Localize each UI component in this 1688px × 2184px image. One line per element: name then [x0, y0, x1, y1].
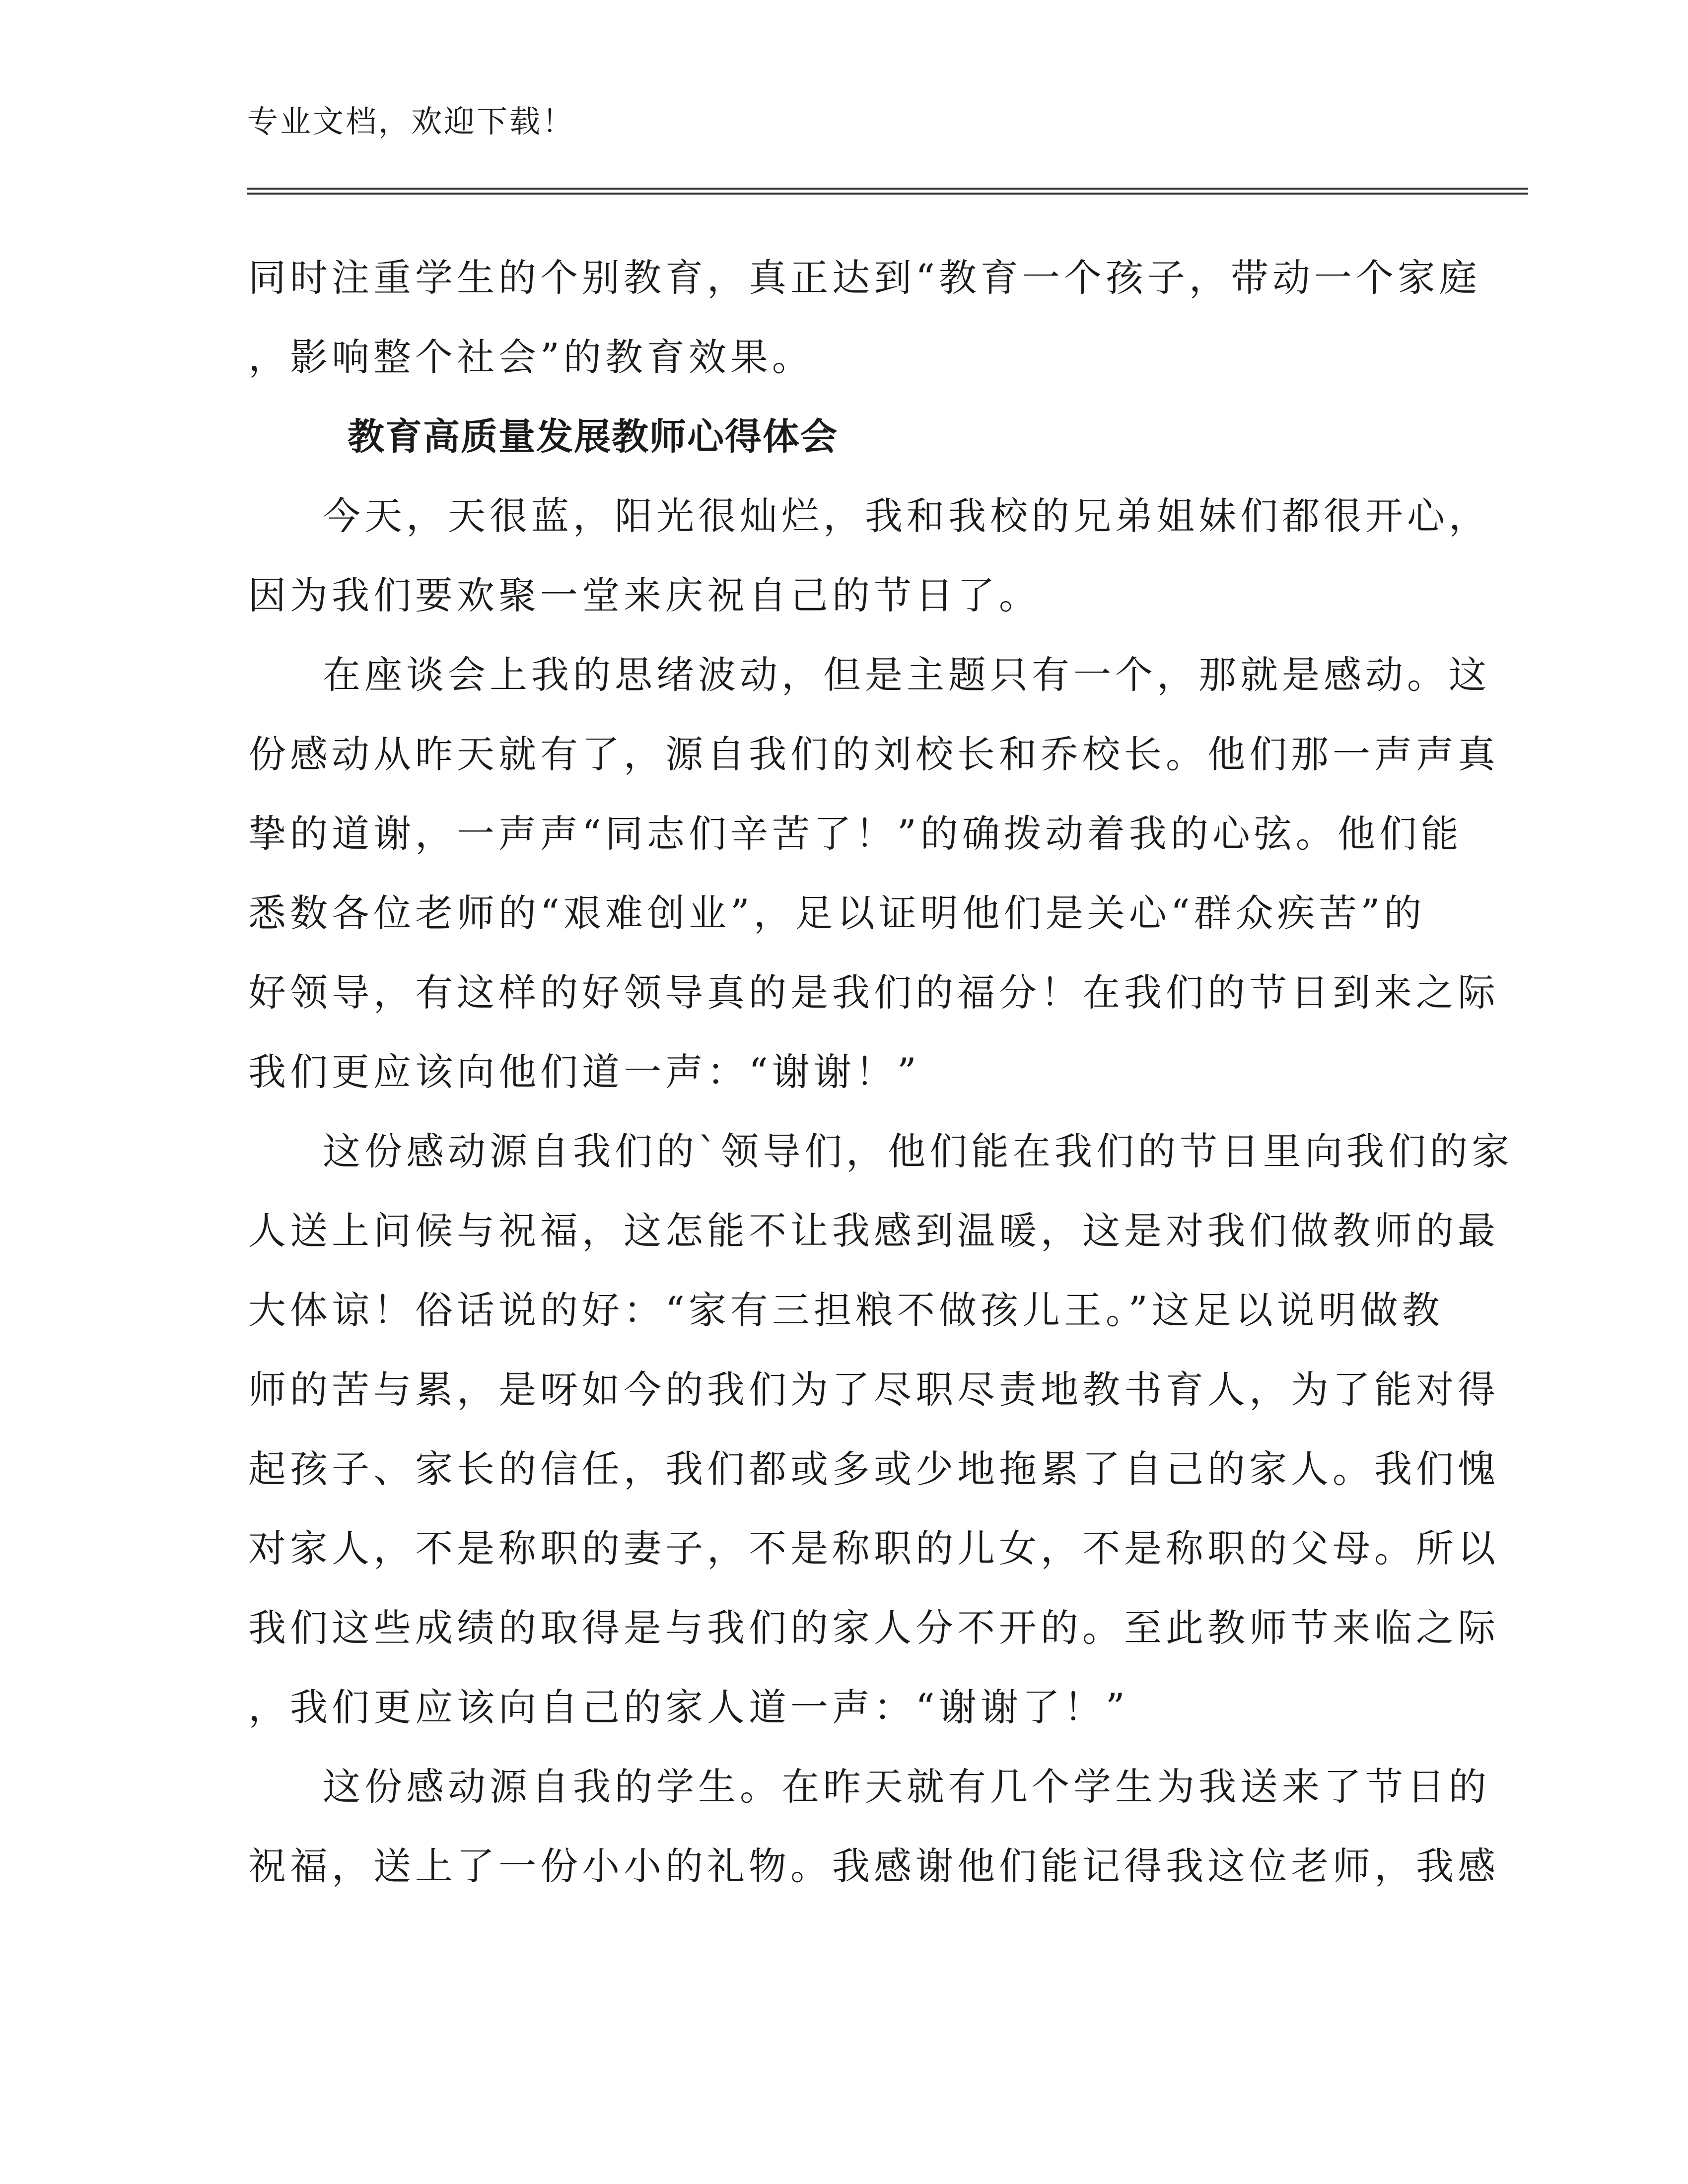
paragraph-line: 大体谅！俗话说的好：“家有三担粮不做孩儿王。”这足以说明做教: [248, 1288, 1444, 1332]
page-header: 专业文档，欢迎下载！: [247, 103, 575, 139]
paragraph-line: 份感动从昨天就有了，源自我们的刘校长和乔校长。他们那一声声真: [248, 732, 1499, 776]
paragraph-line: 师的苦与累，是呀如今的我们为了尽职尽责地教书育人，为了能对得: [248, 1367, 1499, 1412]
paragraph-line: 这份感动源自我的学生。在昨天就有几个学生为我送来了节日的: [323, 1765, 1490, 1809]
paragraph-line: ，影响整个社会”的教育效果。: [248, 335, 814, 379]
paragraph-line: 祝福，送上了一份小小的礼物。我感谢他们能记得我这位老师，我感: [248, 1844, 1499, 1888]
paragraph-line: 对家人，不是称职的妻子，不是称职的儿女，不是称职的父母。所以: [248, 1526, 1499, 1570]
section-title: 教育高质量发展教师心得体会: [348, 415, 838, 458]
paragraph-line: 挚的道谢，一声声“同志们辛苦了！”的确拨动着我的心弦。他们能: [248, 812, 1463, 856]
paragraph-line: 同时注重学生的个别教育，真正达到“教育一个孩子，带动一个家庭: [248, 256, 1481, 300]
paragraph-line: 好领导，有这样的好领导真的是我们的福分！在我们的节日到来之际: [248, 970, 1499, 1015]
header-divider: [247, 188, 1528, 196]
paragraph-line: ，我们更应该向自己的家人道一声：“谢谢了！”: [248, 1685, 1129, 1729]
paragraph-line: 起孩子、家长的信任，我们都或多或少地拖累了自己的家人。我们愧: [248, 1447, 1499, 1491]
paragraph-line: 今天，天很蓝，阳光很灿烂，我和我校的兄弟姐妹们都很开心，: [323, 494, 1490, 538]
paragraph-line: 在座谈会上我的思绪波动，但是主题只有一个，那就是感动。这: [323, 653, 1490, 697]
paragraph-line: 我们更应该向他们道一声：“谢谢！”: [248, 1050, 920, 1094]
paragraph-line: 悉数各位老师的“艰难创业”，足以证明他们是关心“群众疾苦”的: [248, 891, 1426, 935]
header-divider-line-bottom: [247, 193, 1528, 195]
paragraph-line: 因为我们要欢聚一堂来庆祝自己的节日了。: [248, 573, 1041, 617]
paragraph-line: 我们这些成绩的取得是与我们的家人分不开的。至此教师节来临之际: [248, 1606, 1499, 1650]
paragraph-line: 人送上问候与祝福，这怎能不让我感到温暖，这是对我们做教师的最: [248, 1209, 1499, 1253]
paragraph-line: 这份感动源自我们的`领导们，他们能在我们的节日里向我们的家: [323, 1129, 1513, 1173]
header-divider-line-top: [247, 188, 1528, 190]
